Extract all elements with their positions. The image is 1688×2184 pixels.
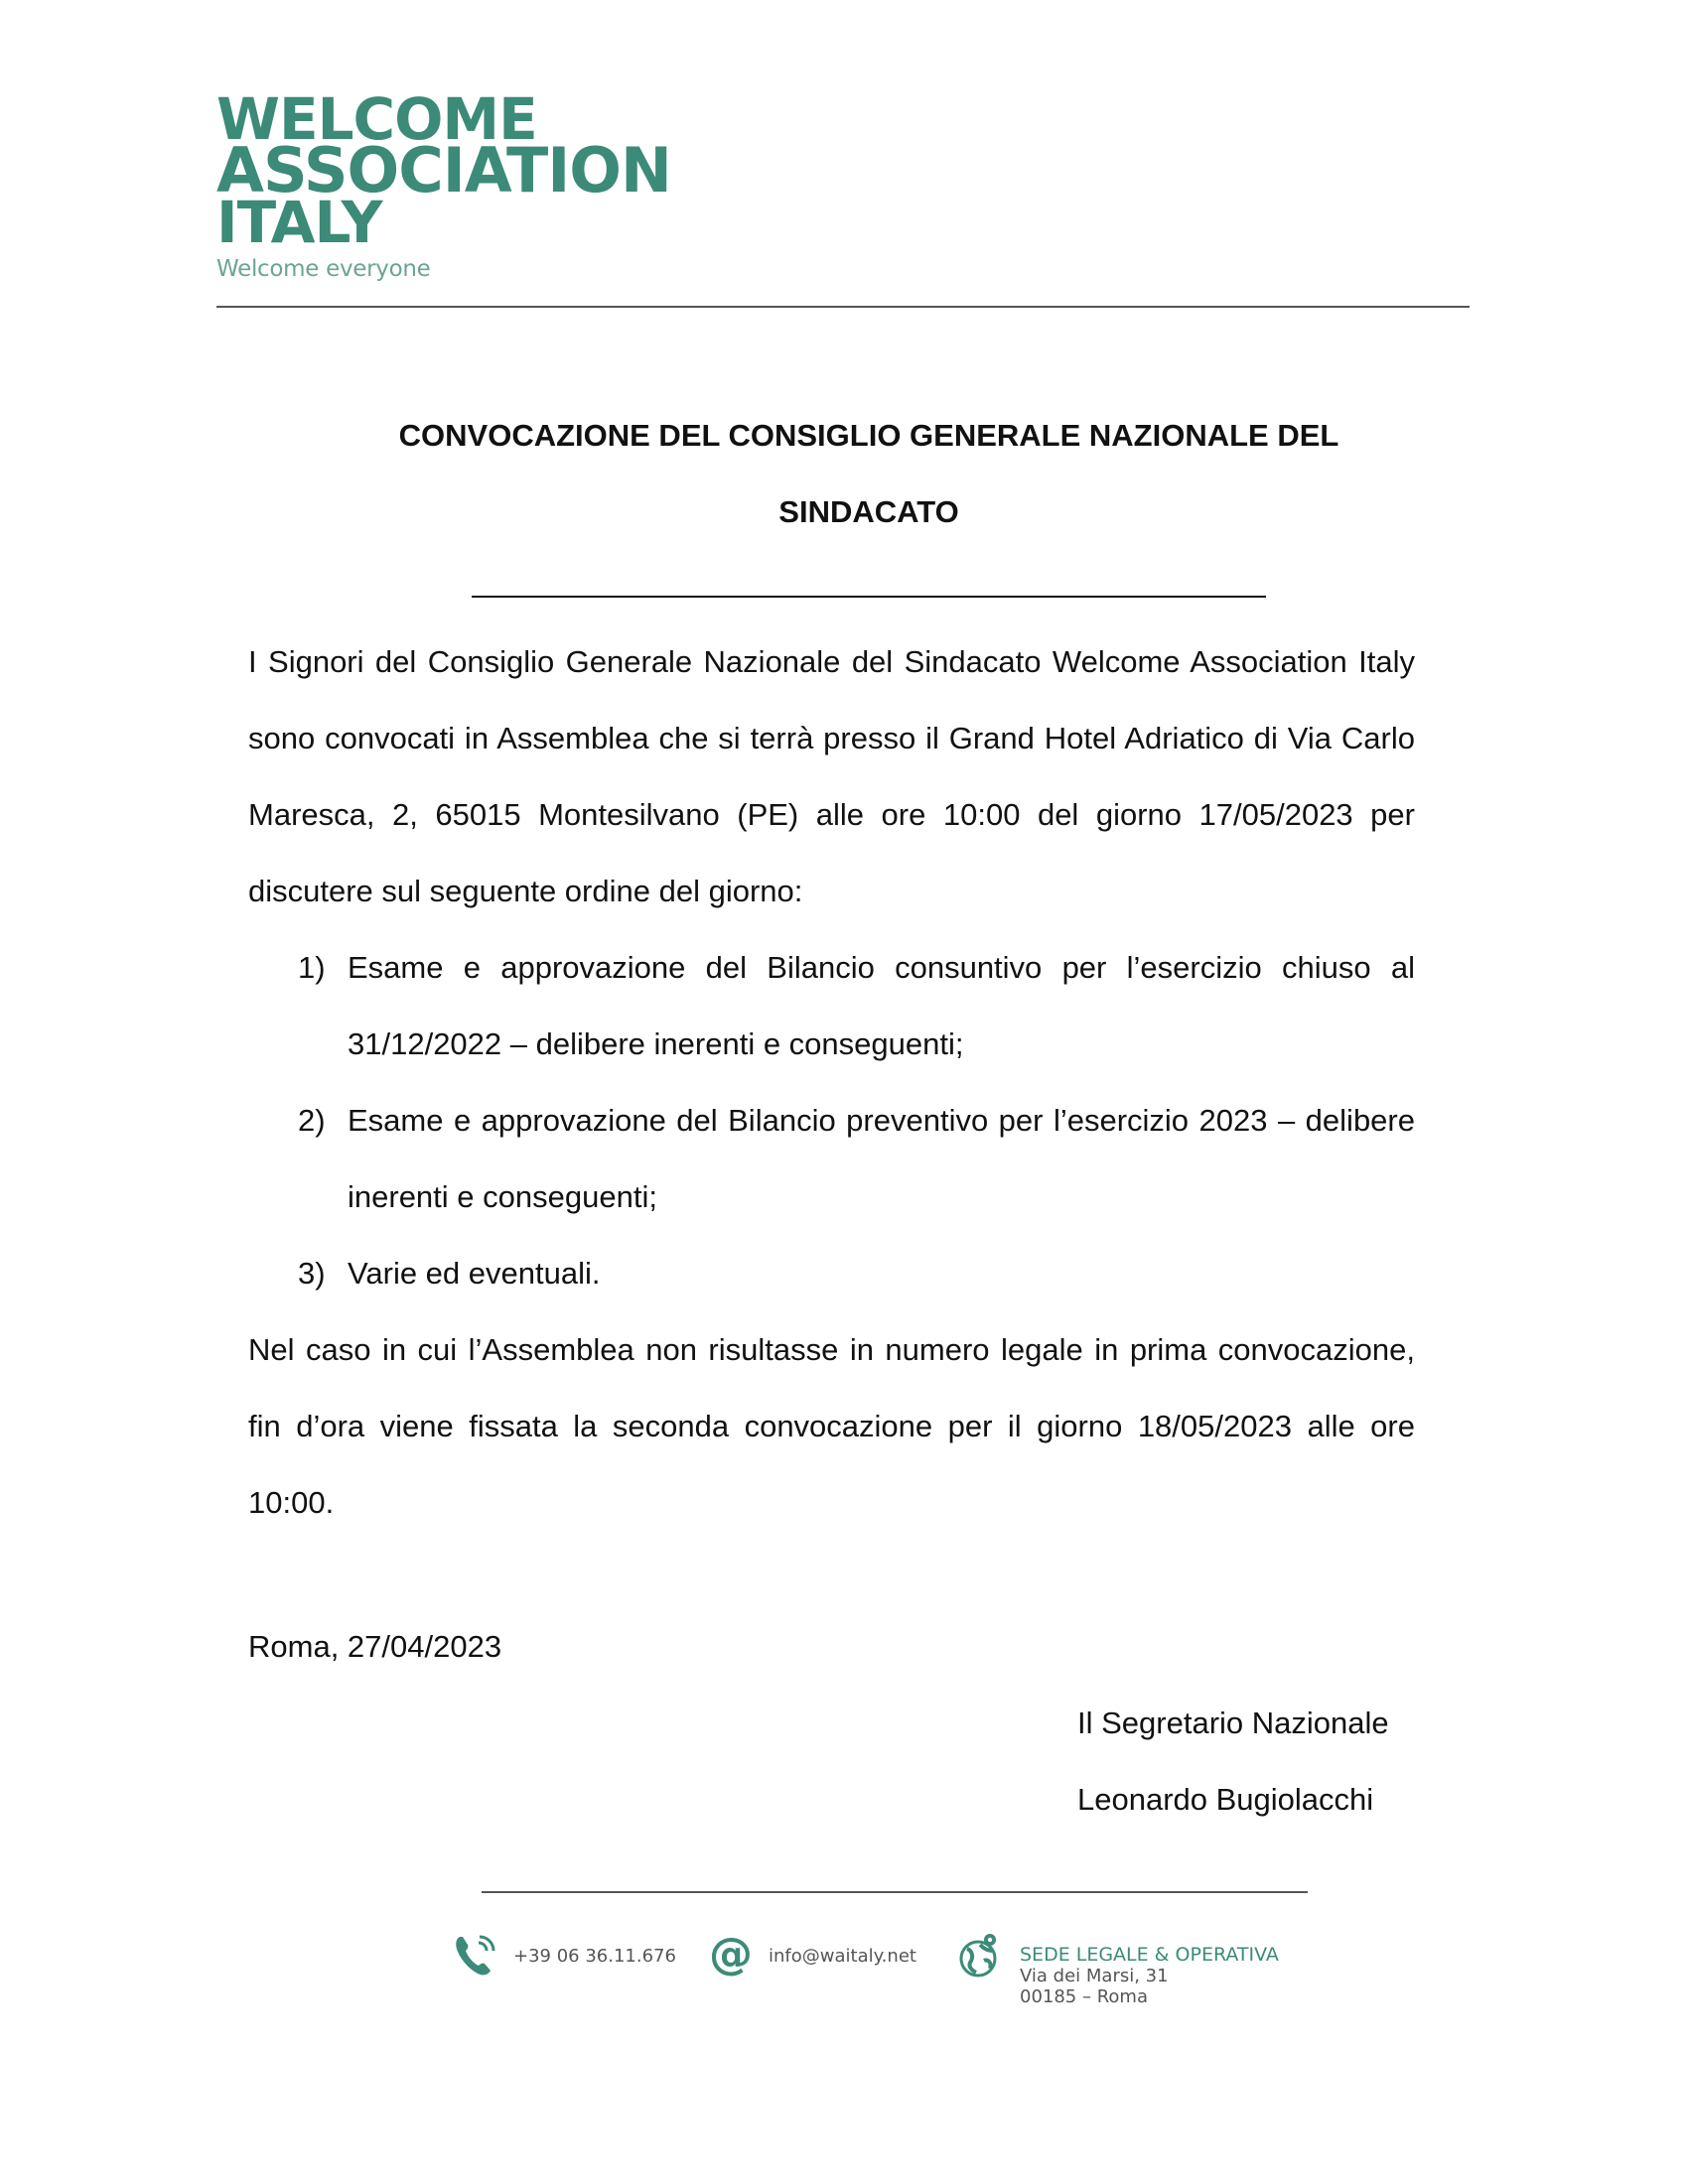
title-underline [472,596,1266,598]
svg-text:@: @ [709,1931,753,1979]
signatory-name: Leonardo Bugiolacchi [1077,1782,1374,1817]
globe-location-icon [958,1931,1004,1979]
logo-line-welcome: WELCOME [216,85,537,153]
logo-line-italy: ITALY [216,189,382,256]
signature-block [1077,1685,1389,1838]
footer-divider [482,1891,1308,1893]
phone-number: +39 06 36.11.676 [513,1946,676,1967]
agenda-item [248,929,1415,1082]
agenda-item-text: Varie ed eventuali. [348,1256,601,1291]
agenda-item-text: Esame e approvazione del Bilancio consuntivo per l’esercizio chiuso al 31/12/2022 – delibere inerenti e conseguenti; [348,950,1415,1061]
agenda-list [248,929,1415,1311]
second-call-paragraph: Nel caso in cui l’Assemblea non risultasse in numero legale in prima convocazione, fin d’ora viene fissata la seconda convocazione per il giorno 18/05/2023 alle ore 10:00. [248,1332,1415,1520]
agenda-item-number: 3) [298,1256,326,1291]
seat-street: Via dei Marsi, 31 [1020,1966,1169,1986]
email-address: info@waitaly.net [769,1946,916,1967]
at-sign-icon [707,1931,753,1979]
seat-title: SEDE LEGALE & OPERATIVA [1020,1944,1279,1966]
document-body [248,623,1415,1541]
logo-line-association: ASSOCIATION [216,134,671,206]
logo-tagline: Welcome everyone [216,256,431,282]
signatory-role: Il Segretario Nazionale [1077,1706,1389,1740]
phone-icon [452,1931,497,1979]
header-divider [216,306,1470,308]
association-logo [216,85,671,284]
place-date: Roma, 27/04/2023 [248,1629,502,1664]
address-text [1020,1945,1279,2007]
document-title [248,397,1489,550]
title-line-2: SINDACATO [778,494,959,529]
agenda-item-text: Esame e approvazione del Bilancio preventivo per l’esercizio 2023 – delibere inerenti e conseguenti; [348,1103,1415,1214]
agenda-item-number: 2) [298,1103,326,1138]
title-line-1: CONVOCAZIONE DEL CONSIGLIO GENERALE NAZIONALE DEL [398,418,1339,453]
agenda-item [248,1082,1415,1235]
seat-city: 00185 – Roma [1020,1986,1148,2007]
agenda-item-number: 1) [298,950,326,985]
agenda-item [248,1235,1415,1311]
intro-paragraph: I Signori del Consiglio Generale Nazionale del Sindacato Welcome Association Italy sono convocati in Assemblea che si terrà presso il Grand Hotel Adriatico di Via Carlo Maresca, 2, 65015 Montesilvano (PE) alle ore 10:00 del giorno 17/05/2023 per discutere sul seguente ordine del giorno: [248,644,1415,908]
